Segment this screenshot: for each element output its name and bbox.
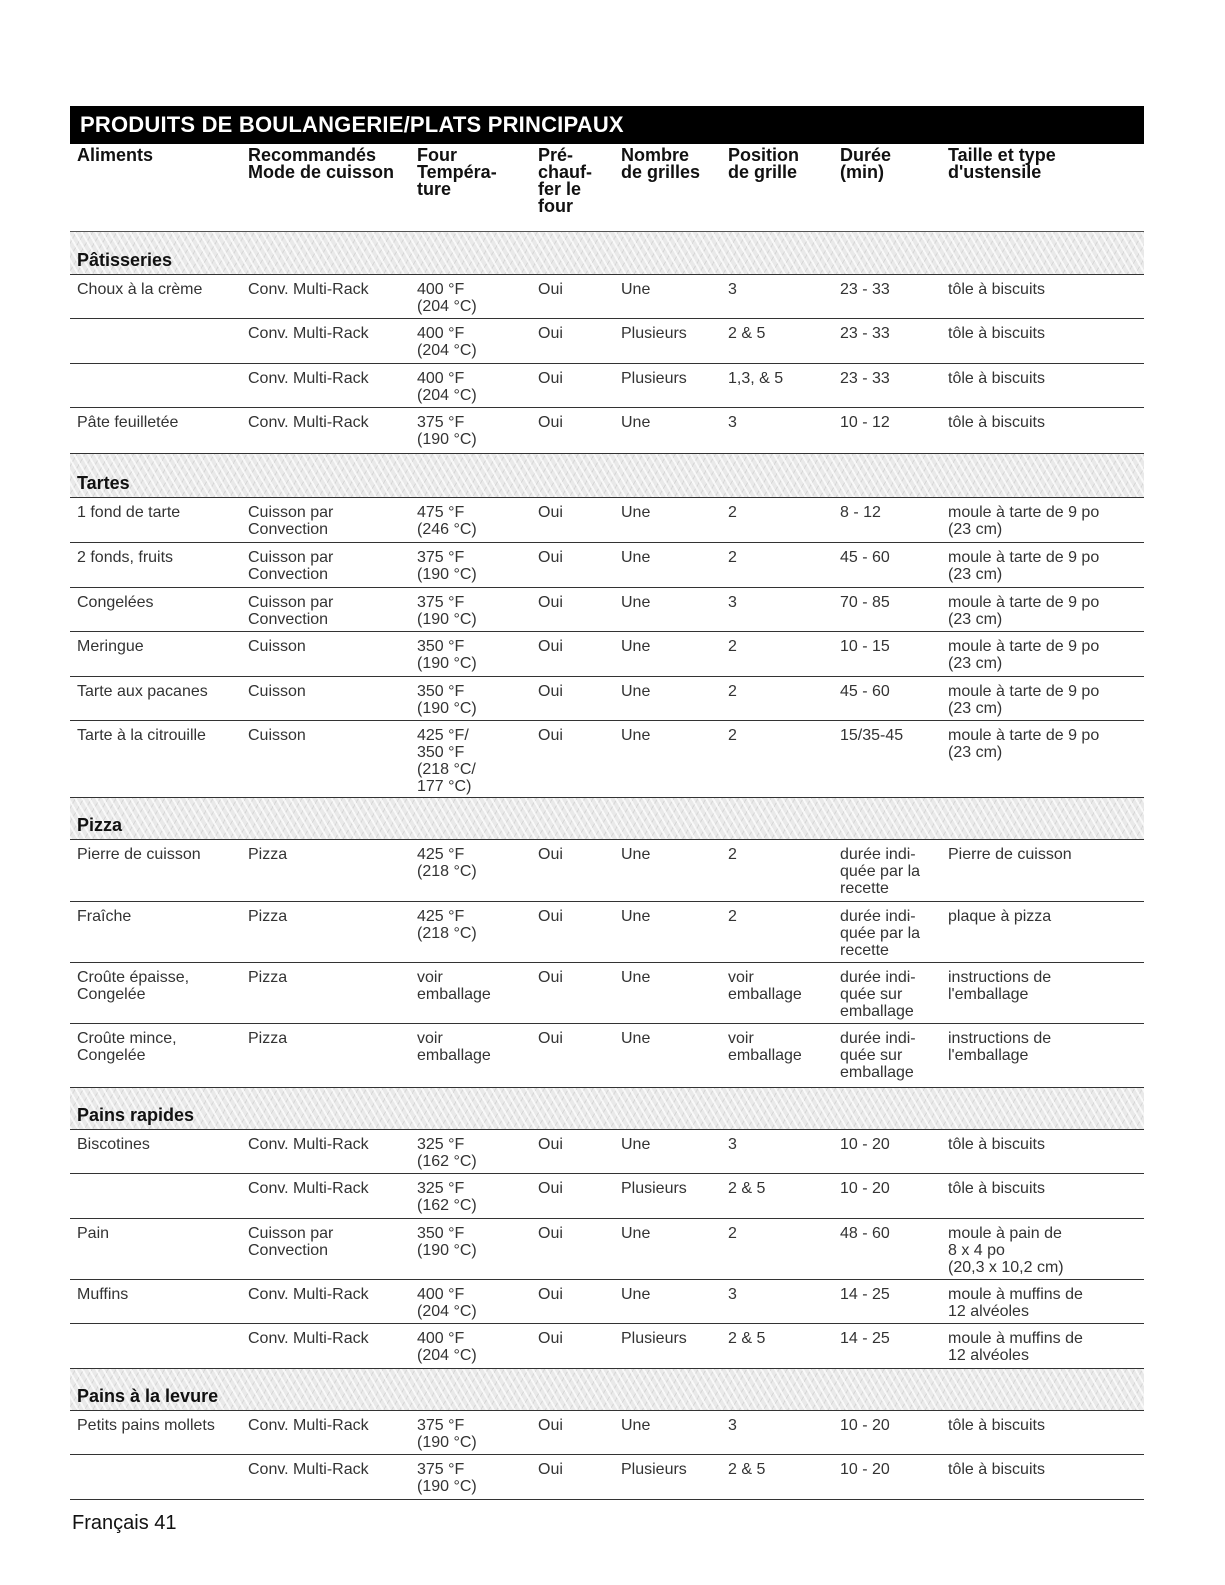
- table-cell: 23 - 33: [840, 370, 890, 387]
- table-cell: 375 °F (190 °C): [417, 594, 477, 628]
- table-cell: Pierre de cuisson: [77, 846, 201, 863]
- table-cell: 23 - 33: [840, 281, 890, 298]
- table-cell: Oui: [538, 969, 563, 986]
- table-cell: 45 - 60: [840, 549, 890, 566]
- cooking-chart: [70, 106, 1144, 1500]
- table-cell: Meringue: [77, 638, 144, 655]
- table-cell: instructions de l'emballage: [948, 969, 1052, 1003]
- table-cell: Une: [621, 414, 651, 431]
- table-cell: 325 °F (162 °C): [417, 1136, 477, 1170]
- table-cell: Une: [621, 281, 651, 298]
- table-cell: tôle à biscuits: [948, 1136, 1045, 1153]
- table-cell: Croûte mince, Congelée: [77, 1030, 177, 1064]
- section-header: [70, 232, 1144, 275]
- table-cell: Une: [621, 727, 651, 744]
- table-cell: Une: [621, 683, 651, 700]
- table-cell: 2: [728, 846, 737, 863]
- table-row: [70, 721, 1144, 798]
- table-cell: Pierre de cuisson: [948, 846, 1072, 863]
- table-cell: 2: [728, 1225, 737, 1242]
- header-duration: Durée (min): [840, 145, 892, 182]
- table-cell: Une: [621, 1225, 651, 1242]
- table-row: [70, 1219, 1144, 1280]
- table-cell: 3: [728, 414, 737, 431]
- table-cell: tôle à biscuits: [948, 1417, 1045, 1434]
- table-body: [70, 232, 1144, 1500]
- table-cell: Cuisson par Convection: [248, 594, 334, 628]
- table-cell: Oui: [538, 414, 563, 431]
- table-cell: 2: [728, 504, 737, 521]
- table-cell: 2: [728, 908, 737, 925]
- table-cell: 350 °F (190 °C): [417, 683, 477, 717]
- table-cell: Cuisson: [248, 683, 306, 700]
- table-cell: Cuisson: [248, 727, 306, 744]
- table-cell: Oui: [538, 1461, 563, 1478]
- table-cell: 45 - 60: [840, 683, 890, 700]
- table-cell: Conv. Multi-Rack: [248, 1180, 369, 1197]
- header-temperature: Four Tempéra- ture: [417, 145, 497, 199]
- table-cell: 23 - 33: [840, 325, 890, 342]
- table-cell: Conv. Multi-Rack: [248, 1330, 369, 1347]
- table-cell: [70, 1180, 248, 1218]
- table-cell: Plusieurs: [621, 325, 687, 342]
- table-cell: 475 °F (246 °C): [417, 504, 477, 538]
- table-cell: Cuisson par Convection: [248, 504, 334, 538]
- table-cell: instructions de l'emballage: [948, 1030, 1052, 1064]
- table-cell: Pizza: [248, 908, 288, 925]
- table-cell: Plusieurs: [621, 1330, 687, 1347]
- table-cell: 3: [728, 1417, 737, 1434]
- table-cell: tôle à biscuits: [948, 1180, 1045, 1197]
- table-cell: 14 - 25: [840, 1330, 890, 1347]
- table-cell: Une: [621, 1417, 651, 1434]
- table-title: PRODUITS DE BOULANGERIE/PLATS PRINCIPAUX: [70, 106, 1144, 144]
- table-cell: Une: [621, 969, 651, 986]
- table-cell: 8 - 12: [840, 504, 881, 521]
- table-row: [70, 1174, 1144, 1219]
- table-cell: Oui: [538, 281, 563, 298]
- section-header: [70, 454, 1144, 498]
- table-cell: 3: [728, 1136, 737, 1153]
- section-title: Tartes: [77, 473, 130, 493]
- table-cell: moule à tarte de 9 po (23 cm): [948, 504, 1100, 538]
- table-cell: 10 - 12: [840, 414, 890, 431]
- table-cell: 400 °F (204 °C): [417, 1286, 477, 1320]
- table-cell: Plusieurs: [621, 1461, 687, 1478]
- table-cell: Une: [621, 1136, 651, 1153]
- table-cell: 2: [728, 727, 737, 744]
- table-cell: 3: [728, 281, 737, 298]
- table-cell: Une: [621, 846, 651, 863]
- table-cell: durée indi- quée par la recette: [840, 908, 921, 959]
- table-cell: Conv. Multi-Rack: [248, 414, 369, 431]
- table-cell: moule à tarte de 9 po (23 cm): [948, 727, 1100, 761]
- table-cell: Oui: [538, 846, 563, 863]
- table-cell: Plusieurs: [621, 370, 687, 387]
- table-row: [70, 1411, 1144, 1455]
- table-cell: 2 & 5: [728, 1180, 766, 1197]
- table-cell: moule à muffins de 12 alvéoles: [948, 1286, 1083, 1320]
- table-cell: [70, 370, 248, 407]
- table-cell: Conv. Multi-Rack: [248, 325, 369, 342]
- table-cell: moule à muffins de 12 alvéoles: [948, 1330, 1083, 1364]
- header-mode: Recommandés Mode de cuisson: [248, 145, 395, 182]
- section-title: Pizza: [77, 815, 123, 835]
- table-cell: 14 - 25: [840, 1286, 890, 1303]
- table-cell: 425 °F (218 °C): [417, 908, 477, 942]
- table-cell: tôle à biscuits: [948, 414, 1045, 431]
- table-cell: 2: [728, 549, 737, 566]
- table-row: [70, 840, 1144, 902]
- table-cell: Une: [621, 504, 651, 521]
- table-cell: 15/35-45: [840, 727, 904, 744]
- table-cell: Une: [621, 549, 651, 566]
- table-cell: Oui: [538, 1225, 563, 1242]
- header-rack-count: Nombre de grilles: [621, 145, 701, 182]
- table-cell: Une: [621, 908, 651, 925]
- table-cell: [70, 325, 248, 363]
- table-row: [70, 963, 1144, 1024]
- section-header: [70, 1088, 1144, 1130]
- table-cell: Pâte feuilletée: [77, 414, 179, 431]
- table-cell: Tarte à la citrouille: [77, 727, 206, 744]
- table-cell: Oui: [538, 638, 563, 655]
- page-footer: Français 41: [72, 1512, 177, 1534]
- table-cell: voir emballage: [417, 1030, 491, 1064]
- table-cell: 350 °F (190 °C): [417, 638, 477, 672]
- table-cell: 10 - 20: [840, 1180, 890, 1197]
- table-cell: Congelées: [77, 594, 154, 611]
- table-cell: 70 - 85: [840, 594, 890, 611]
- table-cell: 2: [728, 638, 737, 655]
- table-cell: Oui: [538, 683, 563, 700]
- table-cell: 400 °F (204 °C): [417, 1330, 477, 1364]
- table-cell: voir emballage: [417, 969, 491, 1003]
- table-cell: Conv. Multi-Rack: [248, 1417, 369, 1434]
- table-cell: 2 & 5: [728, 1461, 766, 1478]
- table-cell: Conv. Multi-Rack: [248, 1461, 369, 1478]
- table-row: [70, 1280, 1144, 1324]
- table-cell: 375 °F (190 °C): [417, 1417, 477, 1451]
- table-cell: 1,3, & 5: [728, 370, 784, 387]
- table-row: [70, 275, 1144, 319]
- table-cell: Pizza: [248, 1030, 288, 1047]
- table-cell: 400 °F (204 °C): [417, 370, 477, 404]
- section-title: Pains rapides: [77, 1105, 195, 1125]
- table-cell: Oui: [538, 504, 563, 521]
- table-cell: Choux à la crème: [77, 281, 203, 298]
- table-cell: 375 °F (190 °C): [417, 1461, 477, 1495]
- table-cell: voir emballage: [728, 1030, 802, 1064]
- table-row: [70, 1024, 1144, 1088]
- table-cell: Conv. Multi-Rack: [248, 1136, 369, 1153]
- table-cell: Fraîche: [77, 908, 132, 925]
- table-cell: Oui: [538, 1180, 563, 1197]
- table-cell: 3: [728, 1286, 737, 1303]
- table-cell: 10 - 20: [840, 1136, 890, 1153]
- table-cell: 10 - 20: [840, 1417, 890, 1434]
- table-cell: tôle à biscuits: [948, 370, 1045, 387]
- table-cell: Cuisson: [248, 638, 306, 655]
- table-cell: Oui: [538, 1136, 563, 1153]
- table-cell: durée indi- quée sur emballage: [840, 1030, 916, 1081]
- table-cell: tôle à biscuits: [948, 325, 1045, 342]
- table-row: [70, 1130, 1144, 1174]
- table-cell: Plusieurs: [621, 1180, 687, 1197]
- table-row: [70, 588, 1144, 632]
- table-cell: Conv. Multi-Rack: [248, 1286, 369, 1303]
- table-cell: Oui: [538, 1330, 563, 1347]
- table-cell: Oui: [538, 727, 563, 744]
- table-cell: 375 °F (190 °C): [417, 414, 477, 448]
- table-row: [70, 543, 1144, 588]
- table-cell: 2 & 5: [728, 1330, 766, 1347]
- table-cell: [70, 1461, 248, 1499]
- table-cell: moule à tarte de 9 po (23 cm): [948, 549, 1100, 583]
- table-cell: Pizza: [248, 846, 288, 863]
- table-cell: 325 °F (162 °C): [417, 1180, 477, 1214]
- table-cell: 2 fonds, fruits: [77, 549, 174, 566]
- table-cell: Une: [621, 594, 651, 611]
- table-cell: Pizza: [248, 969, 288, 986]
- table-row: [70, 498, 1144, 543]
- table-cell: Tarte aux pacanes: [77, 683, 208, 700]
- table-cell: Oui: [538, 325, 563, 342]
- section-title: Pâtisseries: [77, 250, 173, 270]
- table-row: [70, 1324, 1144, 1369]
- table-cell: Une: [621, 1030, 651, 1047]
- table-cell: Biscotines: [77, 1136, 150, 1153]
- table-header: [70, 144, 1144, 232]
- table-cell: Cuisson par Convection: [248, 1225, 334, 1259]
- table-cell: tôle à biscuits: [948, 1461, 1045, 1478]
- table-cell: Une: [621, 638, 651, 655]
- table-cell: durée indi- quée sur emballage: [840, 969, 916, 1020]
- section-header: [70, 798, 1144, 840]
- table-cell: Petits pains mollets: [77, 1417, 215, 1434]
- table-cell: durée indi- quée par la recette: [840, 846, 921, 897]
- table-cell: moule à pain de 8 x 4 po (20,3 x 10,2 cm): [948, 1225, 1064, 1276]
- table-cell: moule à tarte de 9 po (23 cm): [948, 638, 1100, 672]
- table-cell: moule à tarte de 9 po (23 cm): [948, 683, 1100, 717]
- table-row: [70, 902, 1144, 963]
- header-utensil: Taille et type d'ustensile: [948, 145, 1056, 182]
- table-cell: Oui: [538, 908, 563, 925]
- header-aliments: Aliments: [77, 145, 154, 165]
- table-cell: Oui: [538, 1030, 563, 1047]
- table-cell: Oui: [538, 549, 563, 566]
- table-row: [70, 1455, 1144, 1500]
- table-cell: Oui: [538, 1286, 563, 1303]
- table-cell: 10 - 20: [840, 1461, 890, 1478]
- table-cell: 2 & 5: [728, 325, 766, 342]
- table-cell: Oui: [538, 594, 563, 611]
- table-row: [70, 364, 1144, 408]
- section-title: Pains à la levure: [77, 1386, 219, 1406]
- table-cell: 3: [728, 594, 737, 611]
- table-cell: Conv. Multi-Rack: [248, 370, 369, 387]
- table-cell: Oui: [538, 370, 563, 387]
- header-rack-position: Position de grille: [728, 145, 799, 182]
- table-cell: 1 fond de tarte: [77, 504, 181, 521]
- table-cell: Croûte épaisse, Congelée: [77, 969, 190, 1003]
- table-cell: moule à tarte de 9 po (23 cm): [948, 594, 1100, 628]
- table-cell: 400 °F (204 °C): [417, 281, 477, 315]
- table-row: [70, 408, 1144, 454]
- table-cell: plaque à pizza: [948, 908, 1052, 925]
- table-cell: 2: [728, 683, 737, 700]
- table-cell: 425 °F (218 °C): [417, 846, 477, 880]
- table-cell: Une: [621, 1286, 651, 1303]
- table-cell: Pain: [77, 1225, 110, 1242]
- table-row: [70, 632, 1144, 677]
- table-cell: Muffins: [77, 1286, 129, 1303]
- table-cell: tôle à biscuits: [948, 281, 1045, 298]
- table-cell: 425 °F/ 350 °F (218 °C/ 177 °C): [417, 727, 476, 795]
- table-cell: Oui: [538, 1417, 563, 1434]
- table-cell: Conv. Multi-Rack: [248, 281, 369, 298]
- table-cell: Cuisson par Convection: [248, 549, 334, 583]
- table-cell: 10 - 15: [840, 638, 890, 655]
- table-cell: 400 °F (204 °C): [417, 325, 477, 359]
- table-row: [70, 319, 1144, 364]
- table-cell: voir emballage: [728, 969, 802, 1003]
- section-header: [70, 1369, 1144, 1411]
- table-cell: 350 °F (190 °C): [417, 1225, 477, 1259]
- table-cell: 375 °F (190 °C): [417, 549, 477, 583]
- table-row: [70, 677, 1144, 721]
- table-cell: 48 - 60: [840, 1225, 890, 1242]
- table-cell: [70, 1330, 248, 1368]
- header-preheat: Pré- chauf- fer le four: [538, 145, 592, 216]
